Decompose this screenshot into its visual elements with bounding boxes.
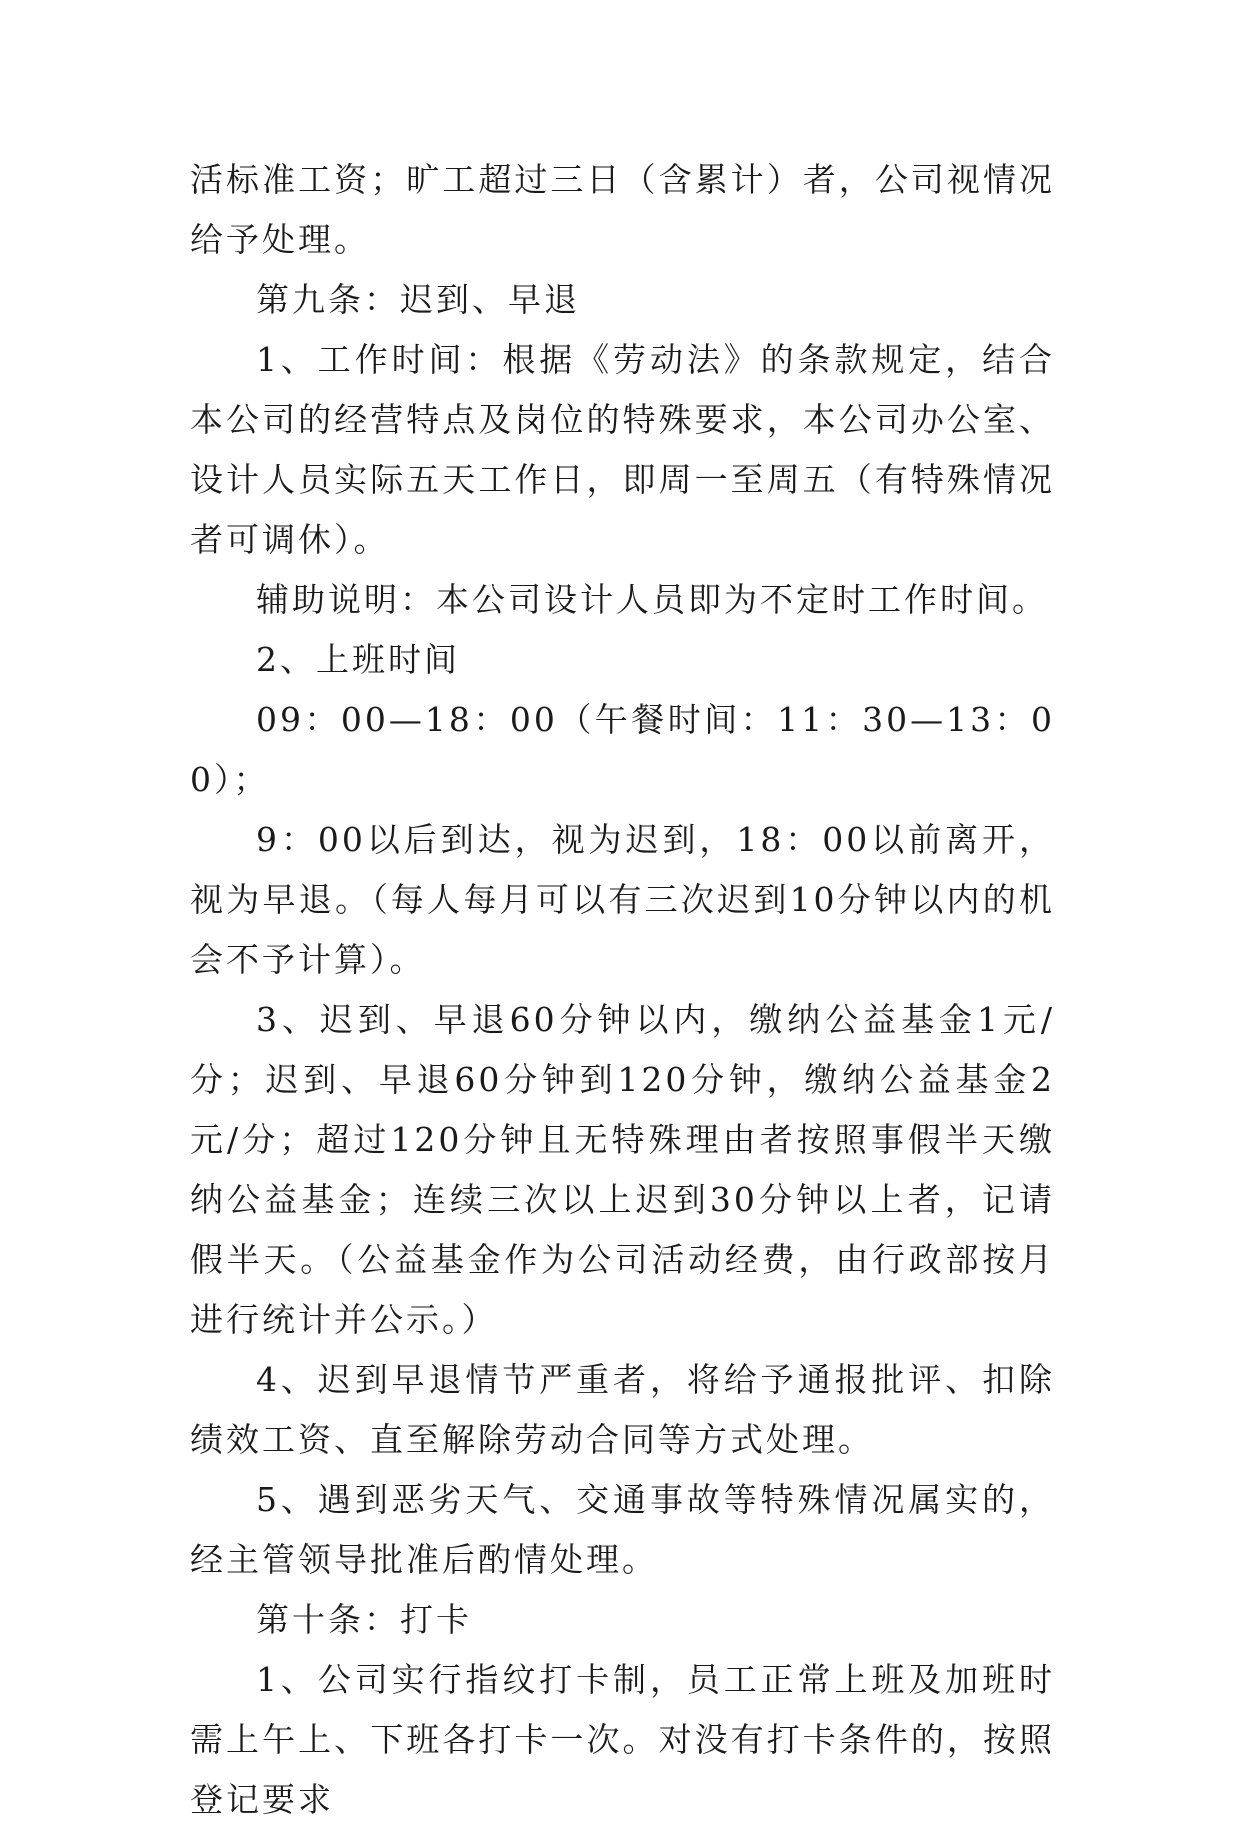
paragraph-special-circumstances: 5、遇到恶劣天气、交通事故等特殊情况属实的，经主管领导批准后酌情处理。 <box>190 1480 1055 1579</box>
paragraph-office-hours: 09：00—18：00（午餐时间：11：30—13：00）； <box>190 700 1055 799</box>
paragraph-office-hours-heading: 2、上班时间 <box>256 640 460 679</box>
paragraph-late-definition: 9：00以后到达，视为迟到，18：00以前离开，视为早退。（每人每月可以有三次迟到10分钟以内的机会不予计算）。 <box>190 820 1055 979</box>
paragraph-continuation: 活标准工资；旷工超过三日（含累计）者，公司视情况给予处理。 <box>190 160 1055 259</box>
paragraph-serious-cases: 4、迟到早退情节严重者，将给予通报批评、扣除绩效工资、直至解除劳动合同等方式处理。 <box>190 1360 1055 1459</box>
article-10-heading: 第十条：打卡 <box>256 1600 472 1639</box>
paragraph-late-penalty: 3、迟到、早退60分钟以内，缴纳公益基金1元/分；迟到、早退60分钟到120分钟，缴纳公益基金2元/分；超过120分钟且无特殊理由者按照事假半天缴纳公益基金；连续三次以上迟到30分钟以上者，记请假半天。（公益基金作为公司活动经费，由行政部按月进行统计并公示。） <box>190 1000 1055 1339</box>
paragraph-fingerprint-clock: 1、公司实行指纹打卡制，员工正常上班及加班时需上午上、下班各打卡一次。对没有打卡条件的，按照登记要求 <box>190 1660 1055 1819</box>
paragraph-work-time: 1、工作时间：根据《劳动法》的条款规定，结合本公司的经营特点及岗位的特殊要求，本公司办公室、设计人员实际五天工作日，即周一至周五（有特殊情况者可调休）。 <box>190 340 1055 559</box>
document-body <box>190 150 1055 1830</box>
paragraph-supplementary-note: 辅助说明：本公司设计人员即为不定时工作时间。 <box>256 580 1048 619</box>
article-9-heading: 第九条：迟到、早退 <box>256 280 580 319</box>
